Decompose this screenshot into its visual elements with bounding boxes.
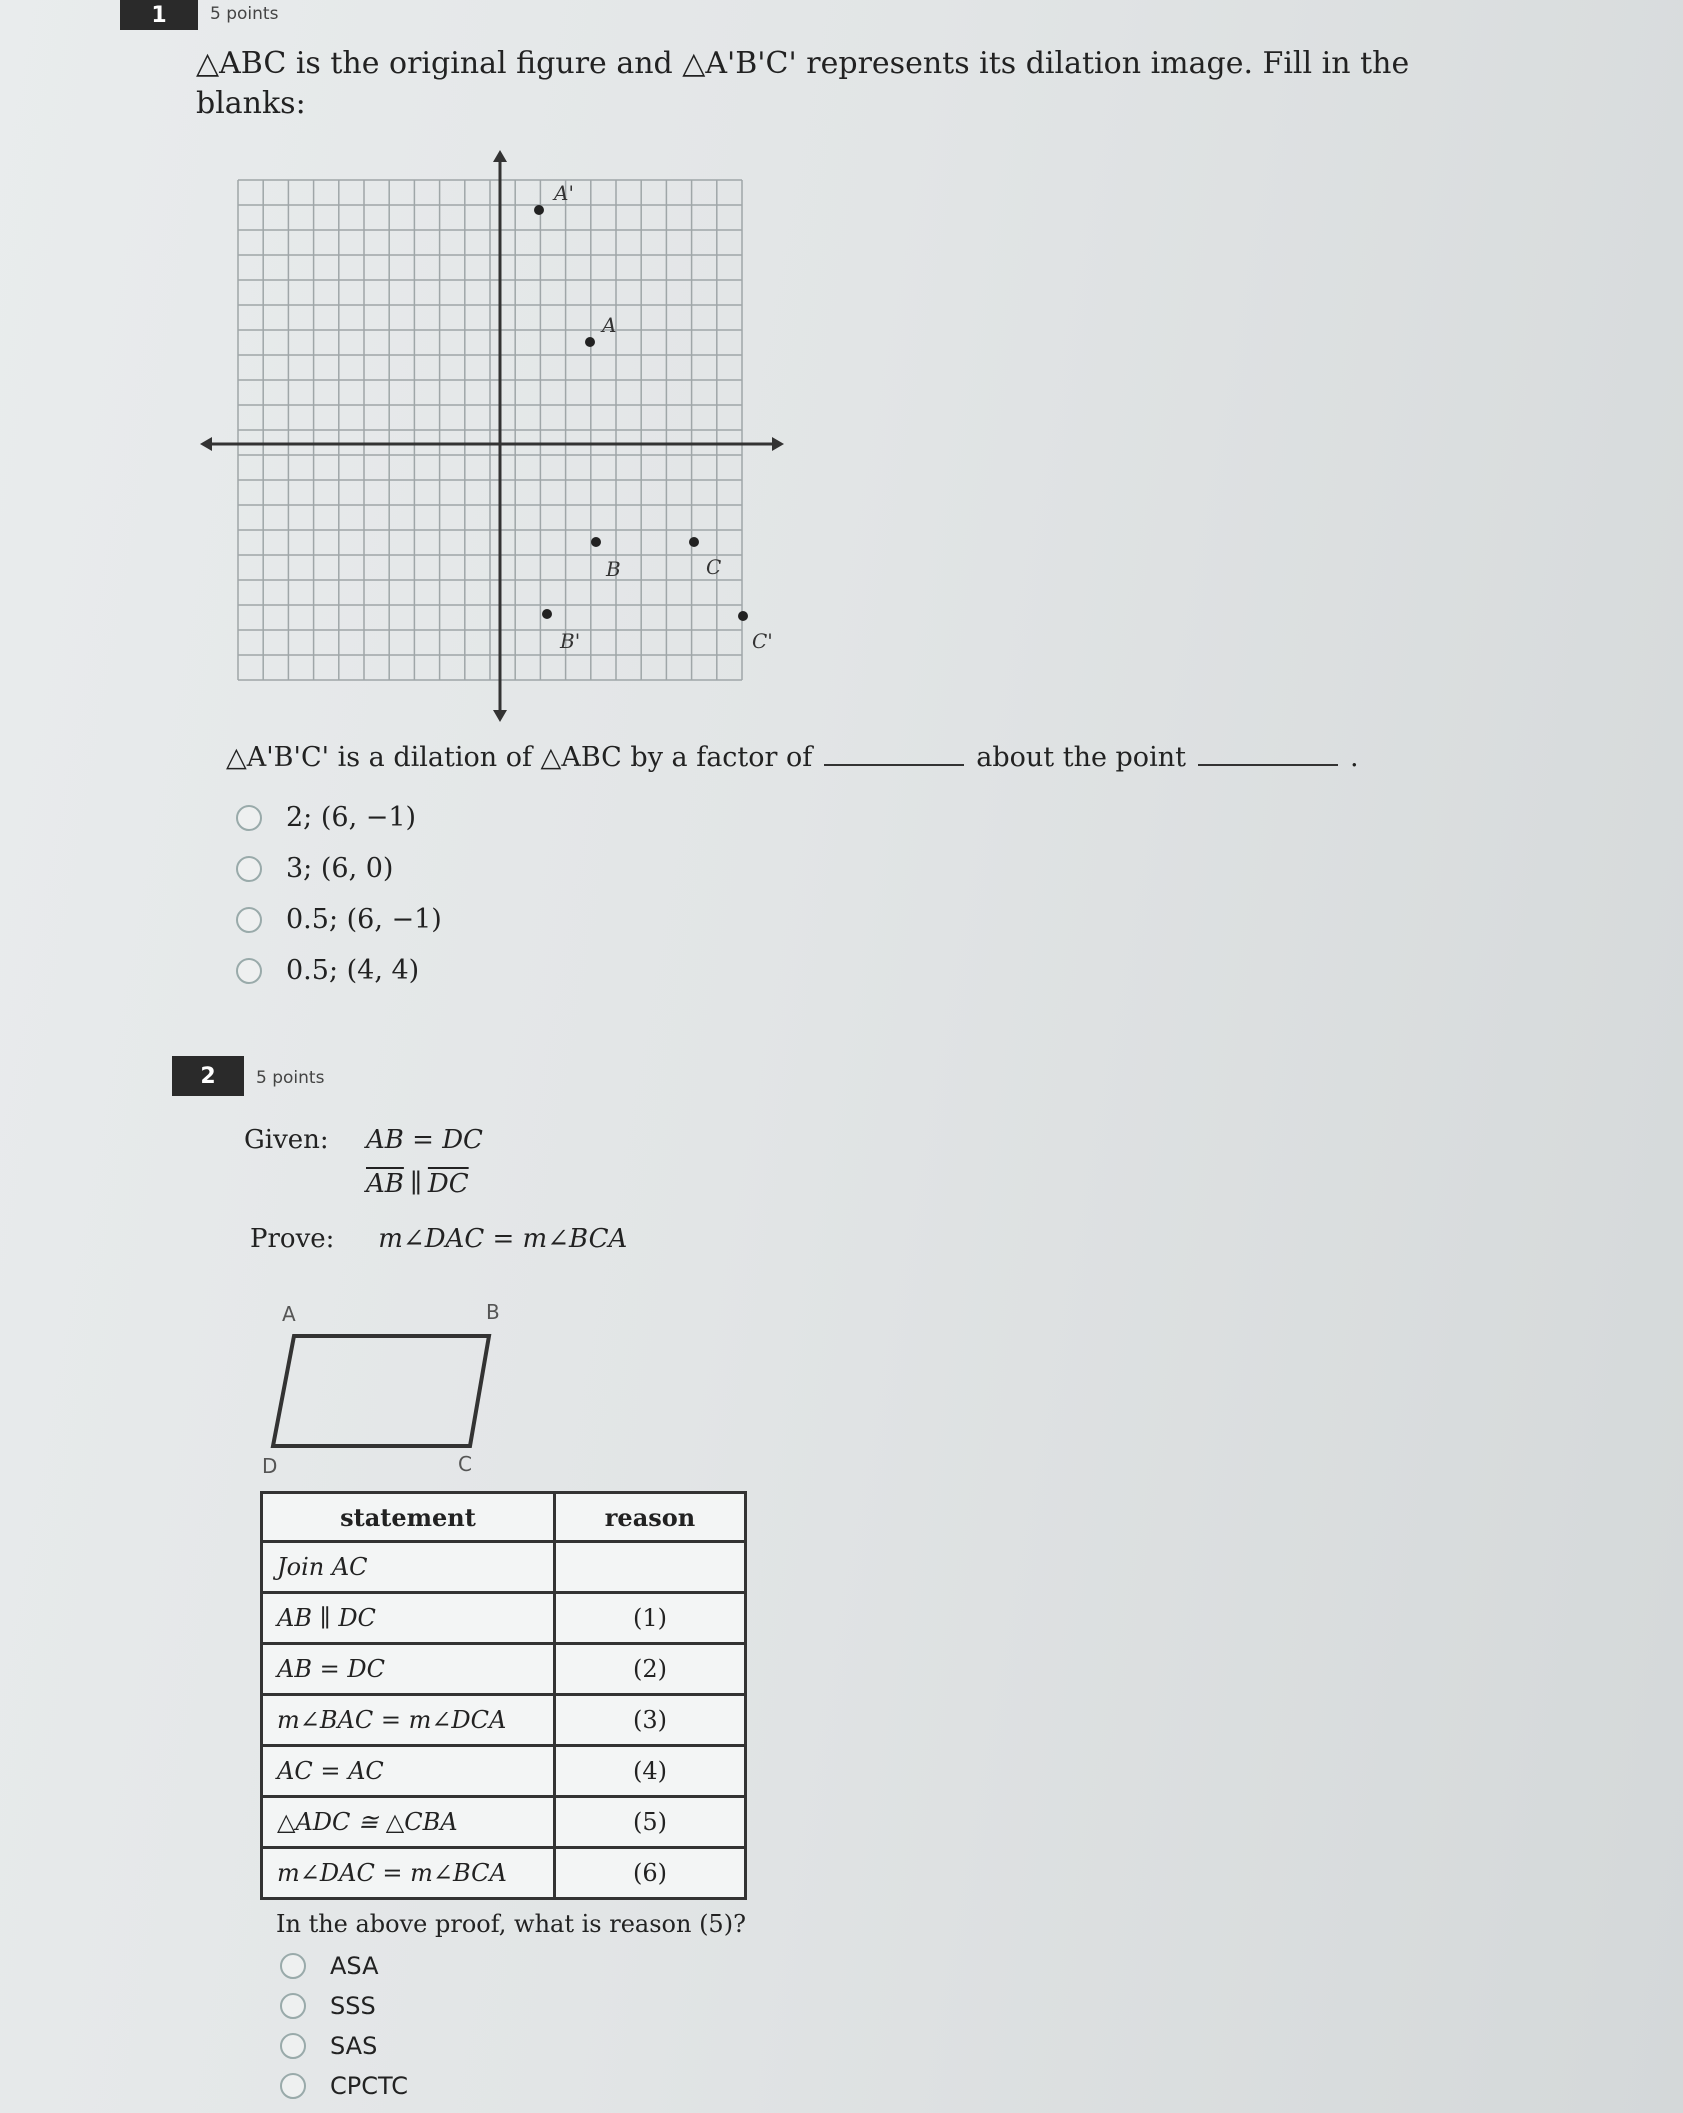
vertex-a-label: A — [282, 1302, 296, 1326]
q2-option-2[interactable] — [280, 1986, 408, 2026]
reason-header: reason — [555, 1493, 746, 1542]
given-segment-ab: $\overline{AB}$ — [366, 1169, 404, 1199]
question-2-options — [280, 1946, 408, 2106]
given-label: Given: — [244, 1125, 329, 1155]
q2-option-4[interactable] — [280, 2066, 408, 2106]
vertex-b-label: B — [486, 1300, 500, 1324]
label-b-prime: B' — [560, 629, 581, 653]
prove-statement: m∠DAC = m∠BCA — [378, 1224, 628, 1254]
option-label: CPCTC — [330, 2072, 408, 2100]
statement-cell: AB = DC — [262, 1644, 555, 1695]
reason-cell: (3) — [555, 1695, 746, 1746]
statement-cell: AB ∥ DC — [262, 1593, 555, 1644]
option-label: ASA — [330, 1952, 379, 1980]
radio-button[interactable] — [280, 1993, 306, 2019]
table-row — [262, 1644, 746, 1695]
radio-button[interactable] — [280, 2033, 306, 2059]
statement-cell: Join AC — [262, 1542, 555, 1593]
statement-cell: △ADC ≅ △CBA — [262, 1797, 555, 1848]
reason-cell — [555, 1542, 746, 1593]
option-label: SSS — [330, 1992, 376, 2020]
reason-cell: (5) — [555, 1797, 746, 1848]
parallelogram-figure — [0, 0, 560, 1500]
point-blank — [1198, 764, 1338, 766]
given-line-1: AB = DC — [366, 1125, 483, 1155]
point-b — [591, 537, 601, 547]
dilation-statement-part2: about the point — [976, 742, 1186, 773]
table-row — [262, 1797, 746, 1848]
table-row — [262, 1593, 746, 1644]
q2-option-3[interactable] — [280, 2026, 408, 2066]
table-row — [262, 1695, 746, 1746]
point-c — [689, 537, 699, 547]
dilation-statement-part1: △A'B'C' is a dilation of △ABC by a factor of — [226, 742, 813, 773]
label-c: C — [706, 555, 722, 579]
label-a-prime: A' — [554, 181, 574, 205]
given-segment-dc: $\overline{DC}$ — [427, 1169, 469, 1199]
label-b: B — [606, 557, 621, 581]
parallel-symbol: ∥ — [409, 1169, 422, 1199]
table-row — [262, 1746, 746, 1797]
proof-table — [260, 1491, 747, 1900]
option-label: 2; (6, −1) — [286, 802, 417, 833]
statement-cell: m∠DAC = m∠BCA — [262, 1848, 555, 1899]
option-label: 0.5; (4, 4) — [286, 955, 420, 986]
factor-blank — [824, 764, 964, 766]
statement-cell: AC = AC — [262, 1746, 555, 1797]
statement-cell: m∠BAC = m∠DCA — [262, 1695, 555, 1746]
option-label: 0.5; (6, −1) — [286, 904, 442, 935]
label-c-prime: C' — [752, 629, 773, 653]
question-1-prompt: △ABC is the original figure and △A'B'C' represents its dilation image. Fill in the blanks: — [196, 46, 1410, 121]
question-1-points: 5 points — [210, 4, 279, 24]
radio-button[interactable] — [280, 2073, 306, 2099]
label-a: A — [602, 313, 617, 337]
reason-cell: (2) — [555, 1644, 746, 1695]
radio-button[interactable] — [280, 1953, 306, 1979]
table-row — [262, 1848, 746, 1899]
reason-cell: (4) — [555, 1746, 746, 1797]
reason-cell: (1) — [555, 1593, 746, 1644]
question-number-1: 1 — [120, 0, 198, 30]
option-label: SAS — [330, 2032, 378, 2060]
option-label: 3; (6, 0) — [286, 853, 394, 884]
table-row — [262, 1542, 746, 1593]
question-2-points: 5 points — [256, 1068, 325, 1088]
point-a — [585, 337, 595, 347]
statement-header: statement — [262, 1493, 555, 1542]
question-number-2: 2 — [172, 1056, 244, 1096]
question-2-prompt: In the above proof, what is reason (5)? — [276, 1910, 746, 1938]
reason-cell: (6) — [555, 1848, 746, 1899]
vertex-c-label: C — [458, 1452, 472, 1476]
dilation-statement: △A'B'C' is a dilation of △ABC by a factor of about the point . — [226, 742, 1359, 773]
q2-option-1[interactable] — [280, 1946, 408, 1986]
point-c-prime — [738, 611, 748, 621]
prove-label: Prove: — [250, 1224, 335, 1254]
vertex-d-label: D — [262, 1454, 278, 1478]
